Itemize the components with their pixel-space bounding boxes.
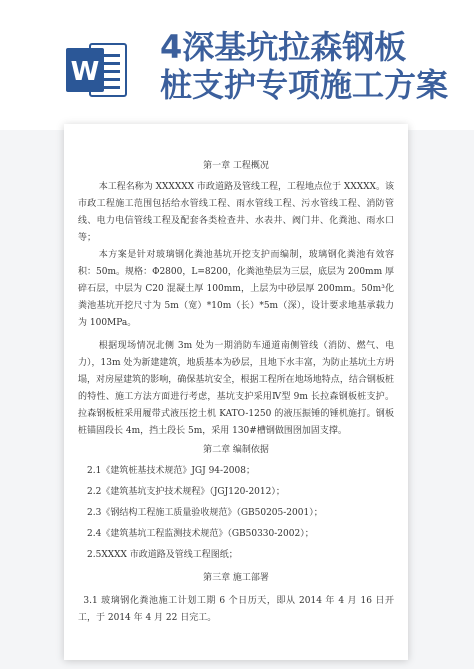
document-body bbox=[78, 156, 394, 627]
title-line-2: 桩支护专项施工方案 bbox=[160, 66, 449, 104]
chapter-3-paragraph-1: 3.1 玻璃钢化粪池施工计划工期 6 个日历天，即从 2014 年 4 月 16 日开工，于 2014 年 4 月 22 日完工。 bbox=[78, 596, 394, 623]
chapter-1-paragraph-3: 根据现场情况北侧 3m 处为一期消防车通道南侧管线（消防、燃气、电力），13m 处为新建建筑，地质基本为砂层，且地下水丰富，为防止基坑土方坍塌，对房屋建筑的影响，确保基坑安全，根据工程所在地场地特点，结合钢板桩的特性、施工方法方面进行考虑，基坑支护采用Ⅳ型 9m 长拉森钢板桩支护。拉森钢板桩采用履带式液压挖土机 KATO-1250 的液压振锤的锤机施打。钢板桩锚固段长 4m，挡土段长 5m，采用 130#槽钢做围囹加固支撑。 bbox=[78, 341, 394, 436]
chapter-1-heading: 第一章 工程概况 bbox=[203, 161, 269, 171]
word-icon-letter: W bbox=[70, 57, 100, 87]
document-page bbox=[64, 124, 408, 660]
reference-item-5: 2.5XXXX 市政道路及管线工程图纸； bbox=[87, 550, 238, 560]
chapter-3-heading: 第三章 施工部署 bbox=[203, 573, 269, 583]
chapter-1-paragraph-1: 本工程名称为 XXXXXX 市政道路及管线工程，工程地点位于 XXXXX。该市政工程施工范围包括给水管线工程、雨水管线工程、污水管线工程、消防管线、电力电信管线工程及配套各类检查井、水表井、阀门井、化粪池、雨水口等； bbox=[78, 182, 394, 243]
reference-item-4: 2.4《建筑基坑工程监测技术规范》（GB50330-2002）； bbox=[87, 529, 314, 539]
chapter-1-paragraph-2: 本方案是针对玻璃钢化粪池基坑开挖支护而编制，玻璃钢化粪池有效容积：50m。规格：Φ2800，L=8200，化粪池垫层为三层，底层为 200mm 厚碎石层，中层为 C20 混凝土厚 100mm，上层为中砂层厚 200mm。50m³化粪池基坑开挖尺寸为 5m（宽）*10m（长）*5m（深），设计要求地基承载力为 100MPa。 bbox=[78, 250, 394, 328]
word-document-icon bbox=[64, 38, 130, 102]
banner bbox=[0, 0, 474, 130]
document-title bbox=[160, 28, 460, 104]
title-line-1: 4深基坑拉森钢板 bbox=[160, 28, 407, 66]
reference-item-3: 2.3《钢结构工程施工质量验收规范》（GB50205-2001）； bbox=[87, 508, 323, 518]
reference-item-2: 2.2《建筑基坑支护技术规程》（JGJ120-2012）； bbox=[87, 487, 285, 497]
reference-item-1: 2.1《建筑桩基技术规范》JGJ 94-2008； bbox=[87, 466, 255, 476]
chapter-2-heading: 第二章 编制依据 bbox=[203, 445, 269, 455]
